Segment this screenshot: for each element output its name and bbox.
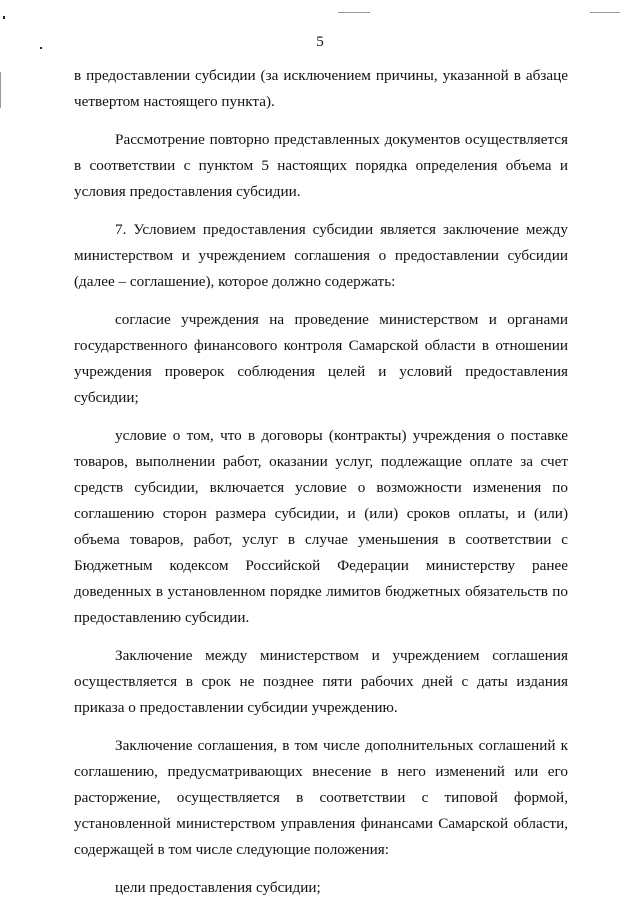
scan-mark (338, 12, 370, 13)
scan-mark (3, 16, 5, 19)
scan-mark (590, 12, 620, 13)
paragraph: в предоставлении субсидии (за исключением причины, указанной в абзаце четвертом настоящего пункта). (74, 67, 568, 110)
paragraph: условие о том, что в договоры (контракты) учреждения о поставке товаров, выполнении работ, оказании услуг, подлежащие оплате за счет средств субсидии, включается условие о возможности изменения по соглашению сторон размера субсидии, и (или) сроков оплаты, и (или) объема товаров, работ, услуг в случае уменьшения в соответствии с Бюджетным кодексом Российской Федерации министерству ранее доведенных в установленном порядке лимитов бюджетных обязательств по предоставлению субсидии. (74, 427, 568, 626)
paragraph: согласие учреждения на проведение министерством и органами государственного финансового контроля Самарской области в отношении учреждения проверок соблюдения целей и условий предоставления субсидии; (74, 311, 568, 406)
scan-mark (0, 72, 1, 108)
paragraph: 7. Условием предоставления субсидии является заключение между министерством и учреждением соглашения о предоставлении субсидии (далее – соглашение), которое должно содержать: (74, 221, 568, 290)
paragraph: Заключение между министерством и учреждением соглашения осуществляется в срок не позднее пяти рабочих дней с даты издания приказа о предоставлении субсидии учреждению. (74, 647, 568, 716)
paragraph: цели предоставления субсидии; (115, 879, 321, 896)
paragraph: Заключение соглашения, в том числе дополнительных соглашений к соглашению, предусматривающих внесение в него изменений или его расторжение, осуществляется в соответствии с типовой формой, установленной министерством управления финансами Самарской области, содержащей в том числе следующие положения: (74, 737, 568, 858)
page-number: 5 (316, 34, 324, 50)
body-text (74, 63, 568, 901)
paragraph: Рассмотрение повторно представленных документов осуществляется в соответствии с пунктом 5 настоящих порядка определения объема и условия предоставления субсидии. (74, 131, 568, 200)
